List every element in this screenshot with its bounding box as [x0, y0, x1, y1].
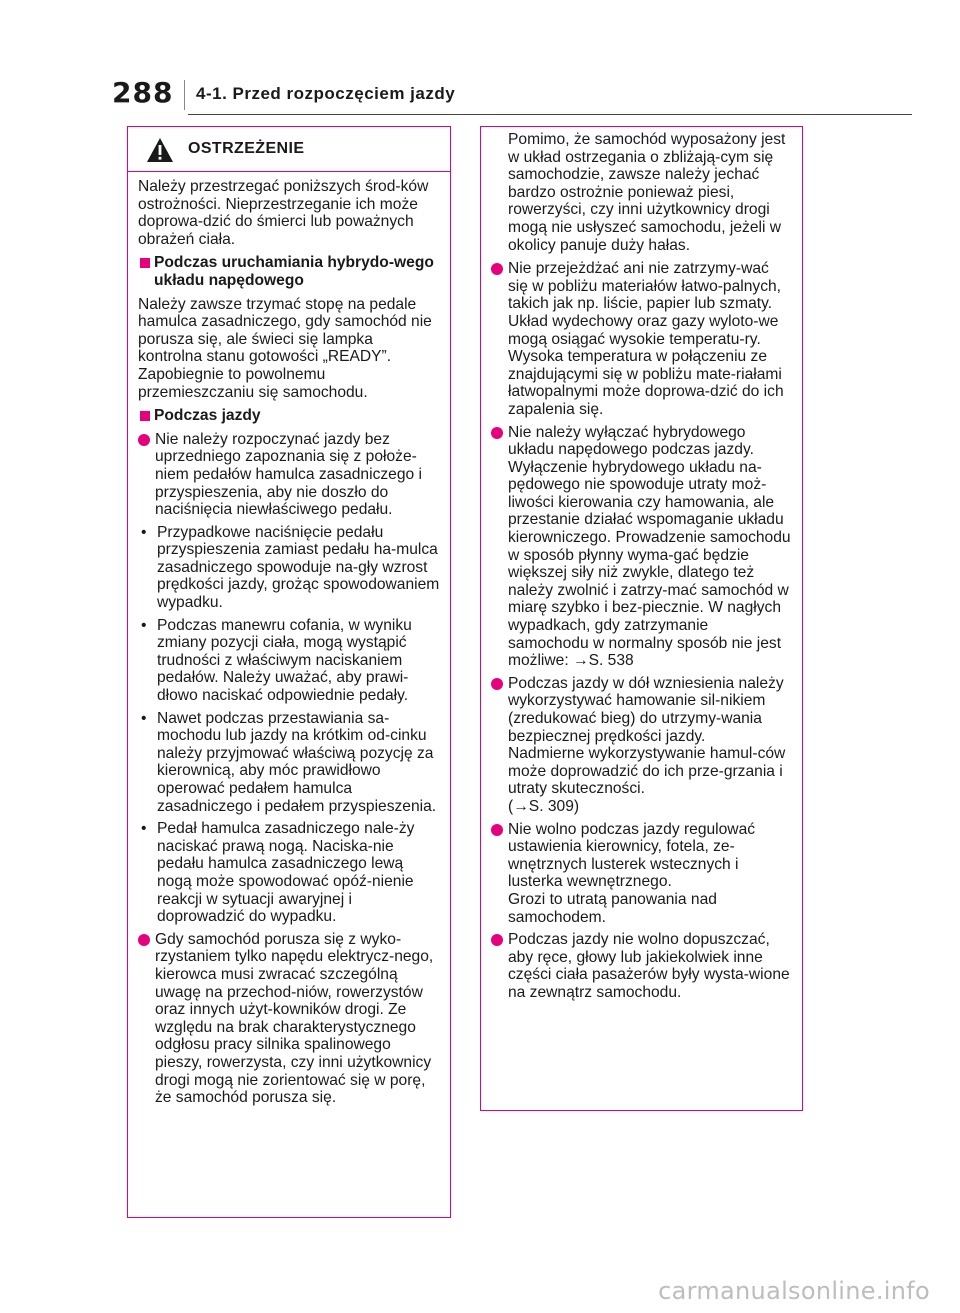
list-item-text: Nie wolno podczas jazdy regulować ustawienia kierownicy, fotela, ze-wnętrznych lusterek wstecznych i lusterka wewnętrznego.	[508, 820, 756, 891]
warning-box-left	[127, 126, 451, 1218]
warning-title: OSTRZEŻENIE	[188, 140, 305, 157]
sub-bullet	[138, 710, 440, 816]
circle-bullet-icon	[138, 934, 150, 946]
sub-bullet-text: Przypadkowe naciśnięcie pedału przyspieszenia zamiast pedału ha-mulca zasadniczego spowoduje na-gły wzrost prędkości jazdy, grożąc spowodowaniem wypadku.	[157, 523, 440, 612]
circle-bullet-icon	[491, 427, 503, 439]
bullet-dot-icon: •	[141, 709, 147, 727]
sub-bullet	[138, 617, 440, 705]
list-item-text: Nie przejeżdżać ani nie zatrzymy-wać się w pobliżu materiałów łatwo-palnych, takich jak np. liście, papier lub szmaty.	[508, 260, 782, 313]
header-divider	[184, 80, 185, 110]
sub-bullet	[138, 524, 440, 612]
warning-box-right	[480, 126, 803, 1111]
sub-bullet-text: Podczas manewru cofania, w wyniku zmiany pozycji ciała, mogą wystąpić trudności z właściwym naciskaniem pedałów. Należy uważać, aby prawi-dłowo naciskać odpowiednie pedały.	[157, 616, 412, 705]
list-item	[491, 424, 792, 670]
page-number: 288	[112, 76, 174, 109]
circle-bullet-icon	[491, 678, 503, 690]
list-item-text: Podczas jazdy nie wolno dopuszczać, aby ręce, głowy lub jakiekolwiek inne części ciała pasażerów były wysta-wione na zewnątrz samochodu.	[508, 931, 790, 1001]
heading-hybrid-start	[138, 254, 440, 289]
page-header	[112, 76, 912, 116]
bullet-dot-icon: •	[141, 820, 147, 838]
heading-label: Podczas uruchamiania hybrydo-wego układu napędowego	[154, 254, 434, 289]
warning-header	[128, 127, 450, 172]
heading-label: Podczas jazdy	[154, 407, 261, 425]
circle-bullet-icon	[138, 434, 150, 446]
ref-open-paren: (	[508, 797, 514, 815]
square-bullet-icon	[140, 258, 150, 268]
subtext-body: Wyłączenie hybrydowego układu na-pędowego nie spowoduje utraty moż-liwości kierowania czy hamowania, ale przestanie działać wspomaganie układu kierowniczego. Prowadzenie samochodu w sposób płynny wyma-gać będzie większej siły niż zwykle, dlatego też należy zwolnić i zatrzy-mać samochód w miarę szybko i bez-piecznie. W nagłych wypadkach, gdy zatrzymanie samochodu w normalny sposób nie jest możliwe:	[508, 458, 791, 670]
header-rule	[188, 114, 912, 115]
list-item-text: Gdy samochód porusza się z wyko-rzystaniem tylko napędu elektrycz-nego, kierowca musi zwracać szczególną uwagę na przechod-niów, rowerzystów oraz innych użyt-kowników drogi. Ze względu na brak charakterystycznego odgłosu pracy silnika spalinowego pieszy, rowerzysta, czy inni użytkownicy drogi mogą nie zorientować się w porę, że samochód porusza się.	[155, 930, 434, 1107]
paragraph-ready: Należy zawsze trzymać stopę na pedale hamulca zasadniczego, gdy samochód nie porusza się, ale świeci się lampka kontrolna stanu gotowości „READY”. Zapobiegnie to powolnemu przemieszczaniu się samochodu.	[138, 295, 432, 401]
circle-bullet-icon	[491, 934, 503, 946]
list-item	[491, 931, 792, 1001]
circle-bullet-icon	[491, 263, 503, 275]
circle-bullet-icon	[491, 824, 503, 836]
list-item	[138, 931, 440, 1107]
arrow-right-icon: →	[573, 652, 589, 670]
list-item	[491, 260, 792, 418]
page-reference-link[interactable]: S. 309)	[528, 797, 580, 815]
intro-text: Należy przestrzegać poniższych środ-ków ostrożności. Nieprzestrzeganie ich może doprowa-dzić do śmierci lub poważnych obrażeń ciała.	[138, 178, 429, 248]
sub-bullet-text: Nawet podczas przestawiania sa-mochodu lub jazdy na krótkim od-cinku należy przyjmować właściwą pozycję za kierownicą, aby móc prawidłowo operować pedałem hamulca zasadniczego i pedałem przyspieszenia.	[157, 709, 437, 815]
list-item-subtext: Grozi to utratą panowania nad samochodem.	[508, 890, 717, 926]
list-item-text: Nie należy rozpoczynać jazdy bez uprzedniego zapoznania się z położe-niem pedałów hamulca zasadniczego i przyspieszenia, aby nie doszło do naciśnięcia niewłaściwego pedału.	[155, 430, 422, 519]
bullet-dot-icon: •	[141, 523, 147, 541]
page-reference-link[interactable]: S. 538	[588, 652, 634, 670]
warning-content-right	[481, 127, 802, 1002]
list-item-subtext	[508, 459, 792, 670]
continuation-text: Pomimo, że samochód wyposażony jest w układ ostrzegania o zbliżają-cym się samochodzie, zawsze należy jechać bardzo ostrożnie ponieważ piesi, rowerzyści, czy inni użytkownicy drogi mogą nie usłyszeć samochodu, jeżeli w okolicy panuje duży hałas.	[508, 131, 786, 254]
sub-bullet-text: Pedał hamulca zasadniczego nale-ży naciskać prawą nogą. Naciska-nie pedału hamulca zasadniczego lewą nogą może spowodować opóź-nienie reakcji w sytuacji awaryjnej i doprowadzić do wypadku.	[157, 820, 415, 926]
warning-triangle-icon	[146, 137, 174, 163]
watermark: carmanualsonline.info	[658, 1277, 930, 1305]
list-item	[491, 821, 792, 927]
list-item	[138, 431, 440, 519]
page-reference	[508, 798, 792, 816]
sub-bullet	[138, 820, 440, 926]
section-title: 4-1. Przed rozpoczęciem jazdy	[196, 84, 456, 103]
list-item	[491, 675, 792, 816]
list-item-text: Nie należy wyłączać hybrydowego układu napędowego podczas jazdy.	[508, 423, 754, 459]
list-item-subtext: Układ wydechowy oraz gazy wyloto-we mogą osiągać wysokie temperatu-ry. Wysoka temperatura w połączeniu ze znajdującymi się w pobliżu mate-riałami łatwopalnymi może doprowa-dzić do ich zapalenia się.	[508, 312, 784, 418]
arrow-right-icon: →	[513, 797, 529, 815]
list-item-subtext: Nadmierne wykorzystywanie hamul-ców może doprowadzić do ich prze-grzania i utraty skuteczności.	[508, 745, 786, 798]
warning-content-left	[128, 172, 450, 1107]
heading-driving	[138, 407, 440, 425]
square-bullet-icon	[140, 411, 150, 421]
bullet-dot-icon: •	[141, 616, 147, 634]
list-item-text: Podczas jazdy w dół wzniesienia należy wykorzystywać hamowanie sil-nikiem (zredukować bieg) do utrzymy-wania bezpiecznej prędkości jazdy.	[508, 674, 784, 745]
